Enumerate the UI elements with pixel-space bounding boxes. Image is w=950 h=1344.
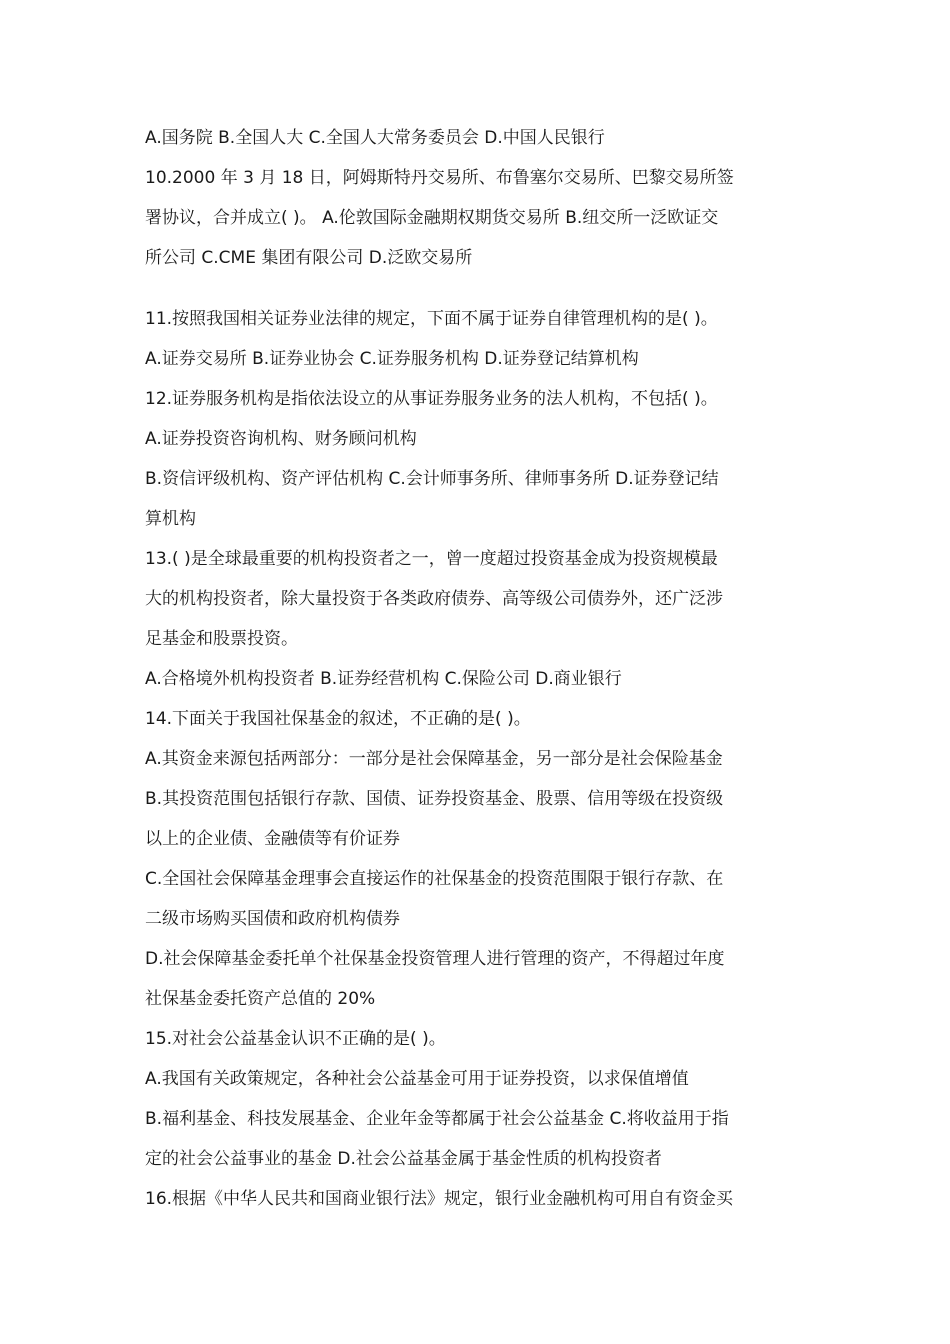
text-line: A.证券交易所 B.证券业协会 C.证券服务机构 D.证券登记结算机构 bbox=[145, 349, 639, 369]
text-line: 定的社会公益事业的基金 D.社会公益基金属于基金性质的机构投资者 bbox=[145, 1149, 662, 1169]
text-line: C.全国社会保障基金理事会直接运作的社保基金的投资范围限于银行存款、在 bbox=[145, 869, 724, 889]
text-line: 10.2000 年 3 月 18 日，阿姆斯特丹交易所、布鲁塞尔交易所、巴黎交易所签 bbox=[145, 168, 734, 188]
text-line: 14.下面关于我国社保基金的叙述，不正确的是( )。 bbox=[145, 709, 531, 729]
text-line: A.合格境外机构投资者 B.证券经营机构 C.保险公司 D.商业银行 bbox=[145, 669, 622, 689]
text-line: 二级市场购买国债和政府机构债券 bbox=[145, 909, 400, 929]
text-line: 算机构 bbox=[145, 509, 196, 529]
text-line: A.国务院 B.全国人大 C.全国人大常务委员会 D.中国人民银行 bbox=[145, 128, 605, 148]
text-line: 以上的企业债、金融债等有价证券 bbox=[145, 829, 400, 849]
text-line: A.证券投资咨询机构、财务顾问机构 bbox=[145, 429, 417, 449]
text-line: A.其资金来源包括两部分：一部分是社会保障基金，另一部分是社会保险基金 bbox=[145, 749, 723, 769]
text-line: B.资信评级机构、资产评估机构 C.会计师事务所、律师事务所 D.证券登记结 bbox=[145, 469, 719, 489]
text-line: A.我国有关政策规定，各种社会公益基金可用于证券投资，以求保值增值 bbox=[145, 1069, 689, 1089]
text-line: 大的机构投资者，除大量投资于各类政府债券、高等级公司债券外，还广泛涉 bbox=[145, 589, 723, 609]
paragraph-gap bbox=[145, 278, 815, 299]
text-line: B.其投资范围包括银行存款、国债、证券投资基金、股票、信用等级在投资级 bbox=[145, 789, 724, 809]
text-line: 15.对社会公益基金认识不正确的是( )。 bbox=[145, 1029, 446, 1049]
document-body bbox=[145, 118, 815, 1219]
text-line: 16.根据《中华人民共和国商业银行法》规定，银行业金融机构可用自有资金买 bbox=[145, 1189, 734, 1209]
text-line: 社保基金委托资产总值的 20% bbox=[145, 989, 376, 1009]
text-line: 13.( )是全球最重要的机构投资者之一，曾一度超过投资基金成为投资规模最 bbox=[145, 549, 718, 569]
text-line: 12.证券服务机构是指依法设立的从事证券服务业务的法人机构，不包括( )。 bbox=[145, 389, 718, 409]
text-line: D.社会保障基金委托单个社保基金投资管理人进行管理的资产，不得超过年度 bbox=[145, 949, 725, 969]
text-line: 所公司 C.CME 集团有限公司 D.泛欧交易所 bbox=[145, 248, 473, 268]
text-line: 署协议，合并成立( )。 A.伦敦国际金融期权期货交易所 B.纽交所一泛欧证交 bbox=[145, 208, 719, 228]
text-line: 11.按照我国相关证券业法律的规定，下面不属于证券自律管理机构的是( )。 bbox=[145, 309, 718, 329]
text-line: B.福利基金、科技发展基金、企业年金等都属于社会公益基金 C.将收益用于指 bbox=[145, 1109, 729, 1129]
text-line: 足基金和股票投资。 bbox=[145, 629, 298, 649]
